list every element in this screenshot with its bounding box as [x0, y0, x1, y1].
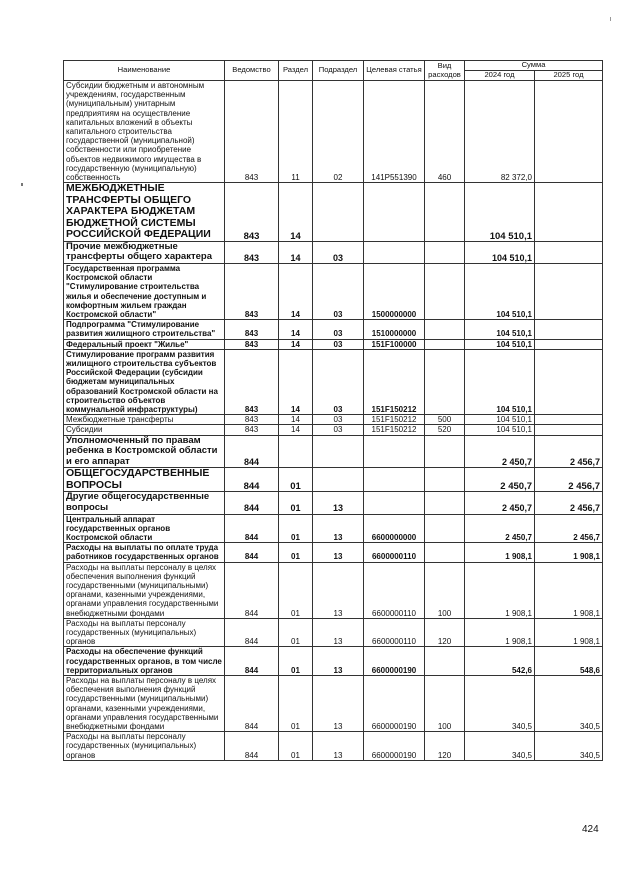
- table-row: [64, 676, 603, 732]
- cell-subsection: 03: [313, 241, 364, 263]
- cell-exp-type: 100: [425, 676, 465, 732]
- cell-name: Федеральный проект "Жилье": [64, 339, 225, 349]
- cell-name: Расходы на обеспечение функций государственных органов, в том числе территориальных органов: [64, 647, 225, 676]
- cell-name: Другие общегосударственные вопросы: [64, 492, 225, 514]
- cell-dept: 844: [225, 732, 279, 761]
- cell-subsection: 13: [313, 514, 364, 543]
- cell-target: [364, 435, 425, 468]
- cell-target: 151F100000: [364, 339, 425, 349]
- cell-section: 01: [279, 676, 313, 732]
- budget-table: [63, 60, 603, 761]
- cell-dept: 843: [225, 349, 279, 414]
- cell-2024: 340,5: [465, 676, 535, 732]
- cell-dept: 843: [225, 241, 279, 263]
- cell-exp-type: [425, 349, 465, 414]
- table-body: [64, 81, 603, 761]
- header-name: Наименование: [64, 61, 225, 81]
- table-row: [64, 81, 603, 183]
- cell-dept: 844: [225, 676, 279, 732]
- cell-2025: 1 908,1: [535, 618, 603, 647]
- table-row: [64, 263, 603, 319]
- table-row: [64, 618, 603, 647]
- cell-subsection: 03: [313, 339, 364, 349]
- cell-section: 14: [279, 349, 313, 414]
- cell-section: 11: [279, 81, 313, 183]
- cell-subsection: 13: [313, 562, 364, 618]
- cell-2024: 104 510,1: [465, 263, 535, 319]
- cell-2024: 104 510,1: [465, 320, 535, 339]
- cell-exp-type: 120: [425, 618, 465, 647]
- cell-dept: 844: [225, 562, 279, 618]
- cell-section: 14: [279, 339, 313, 349]
- cell-target: 6600000190: [364, 647, 425, 676]
- cell-2025: 2 456,7: [535, 514, 603, 543]
- cell-2025: [535, 241, 603, 263]
- cell-subsection: 13: [313, 676, 364, 732]
- table-row: [64, 732, 603, 761]
- cell-exp-type: [425, 647, 465, 676]
- cell-2025: [535, 81, 603, 183]
- cell-target: 1510000000: [364, 320, 425, 339]
- cell-subsection: 13: [313, 618, 364, 647]
- cell-exp-type: 120: [425, 732, 465, 761]
- header-sum: Сумма: [465, 61, 603, 71]
- cell-subsection: [313, 183, 364, 242]
- cell-exp-type: [425, 435, 465, 468]
- cell-subsection: 03: [313, 349, 364, 414]
- cell-2024: 104 510,1: [465, 339, 535, 349]
- cell-section: 01: [279, 468, 313, 492]
- cell-2025: [535, 320, 603, 339]
- cell-exp-type: [425, 468, 465, 492]
- cell-2025: 2 456,7: [535, 435, 603, 468]
- cell-subsection: [313, 468, 364, 492]
- cell-2024: 2 450,7: [465, 468, 535, 492]
- cell-target: 151F150212: [364, 415, 425, 425]
- cell-subsection: 13: [313, 492, 364, 514]
- cell-section: 14: [279, 241, 313, 263]
- cell-name: Расходы на выплаты по оплате труда работников государственных органов: [64, 543, 225, 562]
- cell-2024: 2 450,7: [465, 435, 535, 468]
- cell-name: Субсидии: [64, 425, 225, 435]
- table-row: [64, 320, 603, 339]
- cell-section: 14: [279, 183, 313, 242]
- cell-name: Расходы на выплаты персоналу государственных (муниципальных) органов: [64, 732, 225, 761]
- cell-dept: 843: [225, 339, 279, 349]
- cell-2024: 1 908,1: [465, 618, 535, 647]
- cell-section: [279, 435, 313, 468]
- cell-exp-type: [425, 320, 465, 339]
- cell-2024: 1 908,1: [465, 543, 535, 562]
- cell-subsection: 03: [313, 263, 364, 319]
- cell-section: 14: [279, 320, 313, 339]
- header-dept: Ведомство: [225, 61, 279, 81]
- cell-name: Субсидии бюджетным и автономным учреждениям, государственным (муниципальным) унитарным предприятиям на осуществление капитальных вложений в объекты капитального строительства государственной (муниципальной) собственности или приобретение объектов недвижимого имущества в государственную (муниципальную) собственность: [64, 81, 225, 183]
- cell-dept: 843: [225, 425, 279, 435]
- cell-section: 01: [279, 492, 313, 514]
- cell-exp-type: [425, 492, 465, 514]
- cell-exp-type: [425, 263, 465, 319]
- cell-section: 01: [279, 618, 313, 647]
- cell-exp-type: [425, 543, 465, 562]
- cell-subsection: 03: [313, 425, 364, 435]
- cell-dept: 843: [225, 263, 279, 319]
- cell-2025: 2 456,7: [535, 468, 603, 492]
- table-row: [64, 415, 603, 425]
- cell-2025: [535, 183, 603, 242]
- cell-target: 6600000190: [364, 732, 425, 761]
- cell-2025: 2 456,7: [535, 492, 603, 514]
- cell-target: 151F150212: [364, 349, 425, 414]
- table-row: [64, 241, 603, 263]
- cell-2024: 104 510,1: [465, 415, 535, 425]
- cell-section: 01: [279, 732, 313, 761]
- cell-2025: [535, 339, 603, 349]
- cell-name: Центральный аппарат государственных органов Костромской области: [64, 514, 225, 543]
- table-row: [64, 435, 603, 468]
- table-row: [64, 647, 603, 676]
- scan-margin-mark: [21, 183, 23, 186]
- cell-name: Подпрограмма "Стимулирование развития жилищного строительства": [64, 320, 225, 339]
- cell-section: 14: [279, 263, 313, 319]
- header-exp-type: Вид расходов: [425, 61, 465, 81]
- cell-subsection: [313, 435, 364, 468]
- cell-2024: 104 510,1: [465, 183, 535, 242]
- cell-2025: 340,5: [535, 676, 603, 732]
- cell-exp-type: 100: [425, 562, 465, 618]
- cell-name: Межбюджетные трансферты: [64, 415, 225, 425]
- cell-dept: 843: [225, 81, 279, 183]
- table-row: [64, 468, 603, 492]
- cell-2025: [535, 415, 603, 425]
- cell-exp-type: 460: [425, 81, 465, 183]
- cell-2025: [535, 425, 603, 435]
- cell-exp-type: 520: [425, 425, 465, 435]
- header-section: Раздел: [279, 61, 313, 81]
- cell-target: 6600000110: [364, 562, 425, 618]
- cell-section: 01: [279, 562, 313, 618]
- table-row: [64, 183, 603, 242]
- cell-exp-type: [425, 183, 465, 242]
- cell-target: 141P551390: [364, 81, 425, 183]
- scan-tick-mark: [610, 17, 611, 21]
- cell-target: 6600000190: [364, 676, 425, 732]
- cell-2024: 82 372,0: [465, 81, 535, 183]
- cell-subsection: 03: [313, 320, 364, 339]
- header-2025: 2025 год: [535, 71, 603, 81]
- cell-name: Прочие межбюджетные трансферты общего характера: [64, 241, 225, 263]
- cell-2024: 104 510,1: [465, 349, 535, 414]
- cell-2025: 1 908,1: [535, 562, 603, 618]
- cell-name: Расходы на выплаты персоналу государственных (муниципальных) органов: [64, 618, 225, 647]
- cell-target: 6600000000: [364, 514, 425, 543]
- page-number: 424: [582, 824, 599, 835]
- header-target: Целевая статья: [364, 61, 425, 81]
- cell-2025: 340,5: [535, 732, 603, 761]
- cell-name: Расходы на выплаты персоналу в целях обеспечения выполнения функций государственными (муниципальными) органами, казенными учреждениями, органами управления государственными внебюджетными фондами: [64, 676, 225, 732]
- cell-subsection: 03: [313, 415, 364, 425]
- cell-2024: 340,5: [465, 732, 535, 761]
- cell-subsection: 13: [313, 732, 364, 761]
- cell-target: 6600000110: [364, 543, 425, 562]
- cell-exp-type: [425, 339, 465, 349]
- cell-target: [364, 492, 425, 514]
- cell-section: 01: [279, 514, 313, 543]
- cell-target: 6600000110: [364, 618, 425, 647]
- cell-2024: 2 450,7: [465, 492, 535, 514]
- header-2024: 2024 год: [465, 71, 535, 81]
- cell-2024: 542,6: [465, 647, 535, 676]
- cell-section: 14: [279, 415, 313, 425]
- cell-subsection: 13: [313, 543, 364, 562]
- cell-name: Расходы на выплаты персоналу в целях обеспечения выполнения функций государственными (муниципальными) органами, казенными учреждениями, органами управления государственными внебюджетными фондами: [64, 562, 225, 618]
- table-row: [64, 562, 603, 618]
- cell-subsection: 13: [313, 647, 364, 676]
- cell-dept: 843: [225, 183, 279, 242]
- cell-2025: 1 908,1: [535, 543, 603, 562]
- cell-dept: 843: [225, 320, 279, 339]
- table-row: [64, 339, 603, 349]
- cell-name: МЕЖБЮДЖЕТНЫЕ ТРАНСФЕРТЫ ОБЩЕГО ХАРАКТЕРА БЮДЖЕТАМ БЮДЖЕТНОЙ СИСТЕМЫ РОССИЙСКОЙ ФЕДЕРАЦИИ: [64, 183, 225, 242]
- table-row: [64, 514, 603, 543]
- cell-target: [364, 183, 425, 242]
- cell-target: 151F150212: [364, 425, 425, 435]
- cell-2025: [535, 349, 603, 414]
- cell-name: Стимулирование программ развития жилищного строительства субъектов Российской Федерации (субсидии бюджетам муниципальных образований Костромской области на строительство объектов коммунальной инфраструктуры): [64, 349, 225, 414]
- cell-section: 01: [279, 647, 313, 676]
- cell-2025: [535, 263, 603, 319]
- cell-name: Уполномоченный по правам ребенка в Костромской области и его аппарат: [64, 435, 225, 468]
- cell-name: Государственная программа Костромской области "Стимулирование строительства жилья и обеспечение доступным и комфортным жильем граждан Костромской области": [64, 263, 225, 319]
- table-row: [64, 543, 603, 562]
- cell-exp-type: [425, 514, 465, 543]
- cell-dept: 844: [225, 647, 279, 676]
- cell-target: [364, 468, 425, 492]
- cell-2025: 548,6: [535, 647, 603, 676]
- cell-subsection: 02: [313, 81, 364, 183]
- cell-name: ОБЩЕГОСУДАРСТВЕННЫЕ ВОПРОСЫ: [64, 468, 225, 492]
- cell-section: 14: [279, 425, 313, 435]
- cell-dept: 844: [225, 468, 279, 492]
- cell-exp-type: [425, 241, 465, 263]
- cell-dept: 844: [225, 435, 279, 468]
- cell-2024: 1 908,1: [465, 562, 535, 618]
- cell-dept: 844: [225, 514, 279, 543]
- cell-target: 1500000000: [364, 263, 425, 319]
- cell-2024: 104 510,1: [465, 241, 535, 263]
- table-row: [64, 349, 603, 414]
- cell-dept: 843: [225, 415, 279, 425]
- table-row: [64, 425, 603, 435]
- cell-dept: 844: [225, 543, 279, 562]
- table-row: [64, 492, 603, 514]
- cell-2024: 2 450,7: [465, 514, 535, 543]
- cell-2024: 104 510,1: [465, 425, 535, 435]
- cell-target: [364, 241, 425, 263]
- cell-exp-type: 500: [425, 415, 465, 425]
- cell-dept: 844: [225, 492, 279, 514]
- header-subsection: Подраздел: [313, 61, 364, 81]
- cell-dept: 844: [225, 618, 279, 647]
- cell-section: 01: [279, 543, 313, 562]
